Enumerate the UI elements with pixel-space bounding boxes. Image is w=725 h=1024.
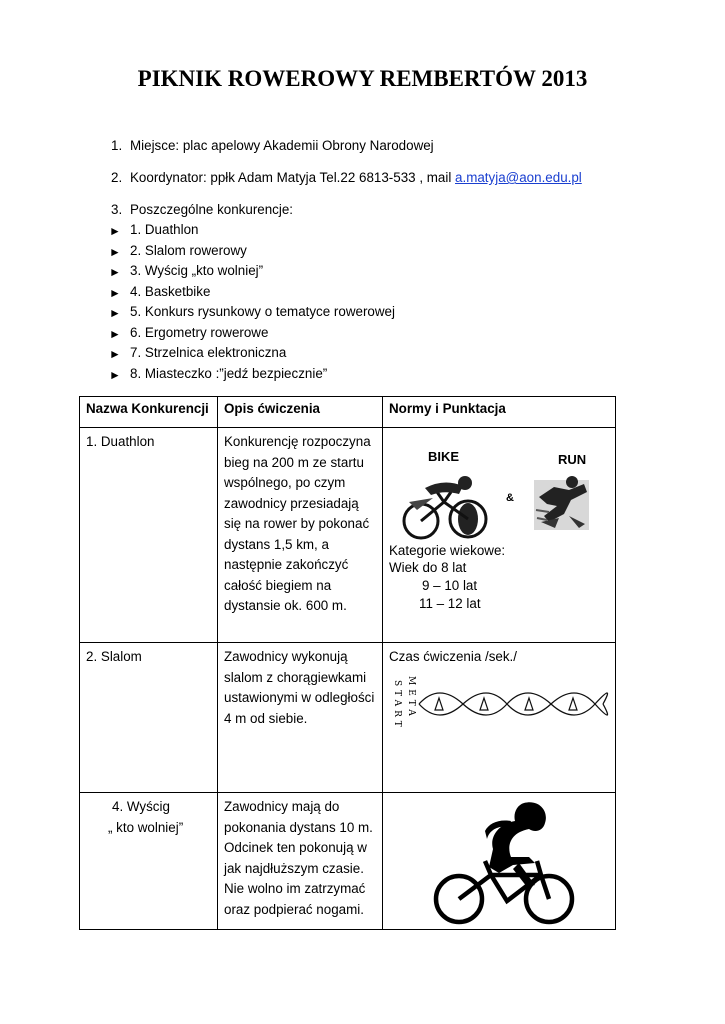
email-link[interactable]: a.matyja@aon.edu.pl (455, 170, 582, 185)
start-label: START (392, 679, 402, 731)
item-number: 2. (111, 170, 123, 185)
name-line: „ kto wolniej” (108, 819, 184, 835)
list-item-coordinator (111, 170, 582, 185)
cell-desc: Zawodnicy wykonują slalom z chorągiewkami ustawionymi w odległości 4 m od siebie. (218, 643, 383, 793)
arrow-bullet-icon: ► (109, 265, 121, 279)
header-cell-name: Nazwa Konkurencji (80, 397, 218, 428)
cell-image (383, 793, 616, 930)
age-category: Wiek do 8 lat (389, 560, 467, 575)
bullet-item: 3. Wyścig „kto wolniej” (130, 263, 264, 278)
cell-desc: Konkurencję rozpoczyna bieg na 200 m ze startu wspólnego, po czym zawodnicy przesiadają się na rower by pokonać dystans 1,5 km, a następnie zakończyć całość biegiem na dystansie ok. 600 m. (218, 428, 383, 643)
arrow-bullet-icon: ► (109, 368, 121, 382)
table-row-slalom (80, 643, 616, 793)
age-category: 11 – 12 lat (419, 596, 481, 611)
bullet-item: 7. Strzelnica elektroniczna (130, 345, 287, 360)
item-number: 1. (111, 138, 123, 153)
bullet-item: 4. Basketbike (130, 284, 211, 299)
arrow-bullet-icon: ► (109, 224, 121, 238)
header-cell-desc: Opis ćwiczenia (218, 397, 383, 428)
ampersand-label: & (506, 492, 514, 504)
item-text: Koordynator: ppłk Adam Matyja Tel.22 6813-533 , mail (130, 170, 456, 185)
bike-run-illustration (389, 432, 609, 542)
table-header-row (80, 397, 616, 428)
page-title: PIKNIK ROWEROWY REMBERTÓW 2013 (137, 66, 588, 91)
arrow-bullet-icon: ► (109, 245, 121, 259)
competitions-table (79, 396, 616, 930)
bike-label: BIKE (428, 449, 460, 464)
run-label: RUN (558, 452, 587, 467)
item-number: 3. (111, 202, 123, 217)
cell-norms (383, 643, 616, 793)
cyclist-silhouette-icon (389, 797, 609, 925)
cell-name: 2. Slalom (80, 643, 218, 793)
arrow-bullet-icon: ► (109, 306, 121, 320)
norms-title: Kategorie wiekowe: (389, 543, 506, 558)
arrow-bullet-icon: ► (109, 347, 121, 361)
cell-name (80, 793, 218, 930)
slalom-diagram (389, 668, 609, 748)
cell-desc: Zawodnicy mają do pokonania dystans 10 m. Odcinek ten pokonują w jak najdłuższym czasie. Nie wolno im zatrzymać oraz podpierać nogami. (218, 793, 383, 930)
bullet-item: 1. Duathlon (130, 222, 199, 237)
item-text: Poszczególne konkurencje: (130, 202, 294, 217)
table-row-slow-race (80, 793, 616, 930)
cyclist-icon (404, 476, 486, 538)
bullet-item: 8. Miasteczko :”jedź bezpiecznie” (130, 366, 328, 381)
cell-norms (383, 428, 616, 643)
age-category: 9 – 10 lat (422, 578, 478, 593)
bullet-item: 6. Ergometry rowerowe (130, 325, 269, 340)
cell-name: 1. Duathlon (80, 428, 218, 643)
norms-title: Czas ćwiczenia /sek./ (389, 649, 517, 664)
list-item-competitions (111, 202, 293, 217)
arrow-bullet-icon: ► (109, 286, 121, 300)
name-line: 4. Wyścig (112, 799, 170, 814)
arrow-bullet-icon: ► (109, 327, 121, 341)
meta-label: META (406, 675, 416, 720)
header-cell-norms: Normy i Punktacja (383, 397, 616, 428)
bullet-item: 5. Konkurs rysunkowy o tematyce rowerowej (130, 304, 395, 319)
bullet-item: 2. Slalom rowerowy (130, 243, 247, 258)
list-item-location (111, 138, 434, 153)
item-text: Miejsce: plac apelowy Akademii Obrony Narodowej (130, 138, 434, 153)
table-row-duathlon (80, 428, 616, 643)
runner-icon (534, 476, 589, 530)
slalom-path-line (419, 693, 608, 715)
